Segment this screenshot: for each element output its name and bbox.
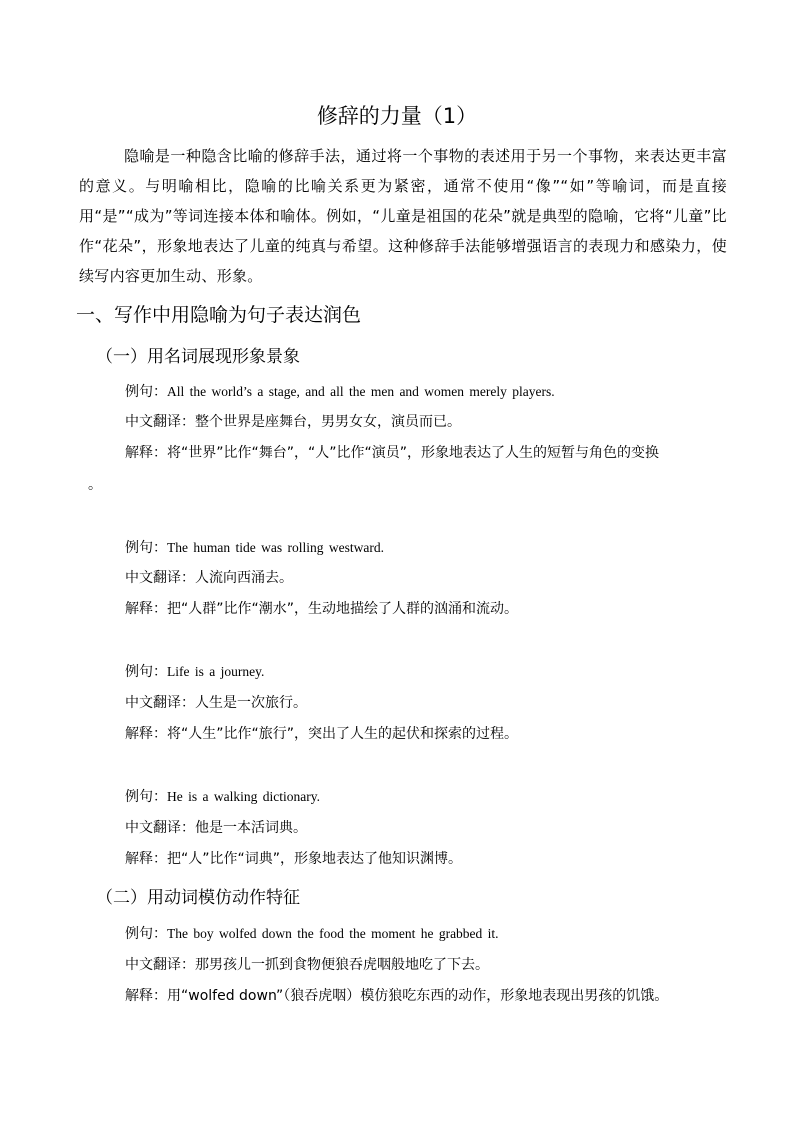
translation-text: 那男孩儿一抓到食物便狼吞虎咽般地吃了下去。 xyxy=(195,957,489,973)
intro-paragraph: 隐喻是一种隐含比喻的修辞手法，通过将一个事物的表述用于另一个事物，来表达更丰富的意义。与明喻相比，隐喻的比喻关系更为紧密，通常不使用“像”“如”等喻词，而是直接用“是”“成为”等词连接本体和喻体。例如，“儿童是祖国的花朵”就是典型的隐喻，它将“儿童”比作“花朵”，形象地表达了儿童的纯真与希望。这种修辞手法能够增强语言的表现力和感染力，使续写内容更加生动、形象。 xyxy=(79,147,727,285)
example-sentence xyxy=(125,923,730,945)
translation-label: 中文翻译： xyxy=(125,414,195,430)
explanation-text: 将“世界”比作“舞台”，“人”比作“演员”，形象地表达了人生的短暂与角色的变换 xyxy=(167,445,660,461)
example-explanation xyxy=(125,598,730,620)
example-label: 例句： xyxy=(125,664,167,680)
explanation-label: 解释： xyxy=(125,851,167,867)
example-explanation xyxy=(125,985,730,1007)
example-explanation xyxy=(125,848,730,870)
example-sentence xyxy=(125,537,730,559)
example-translation xyxy=(125,954,730,976)
example-translation xyxy=(125,692,730,714)
example-sentence xyxy=(125,786,730,808)
explanation-label: 解释： xyxy=(125,445,167,461)
example-english: Life is a journey. xyxy=(167,664,265,679)
example-translation xyxy=(125,411,730,433)
translation-label: 中文翻译： xyxy=(125,570,195,586)
page-title: 修辞的力量（1） xyxy=(316,104,478,128)
example-label: 例句： xyxy=(125,384,167,400)
example-explanation xyxy=(125,442,730,464)
example-translation xyxy=(125,817,730,839)
subsection-heading-2: （二）用动词模仿动作特征 xyxy=(96,888,300,908)
explanation-text: 用“wolfed down”（狼吞虎咽）模仿狼吃东西的动作，形象地表现出男孩的饥饿。 xyxy=(167,988,669,1004)
explanation-tail: 。 xyxy=(88,477,102,493)
example-english: He is a walking dictionary. xyxy=(167,789,320,804)
section-heading-1: 一、写作中用隐喻为句子表达润色 xyxy=(76,304,362,326)
explanation-text: 把“人”比作“词典”，形象地表达了他知识渊博。 xyxy=(167,851,463,867)
example-label: 例句： xyxy=(125,789,167,805)
example-translation xyxy=(125,567,730,589)
explanation-label: 解释： xyxy=(125,601,167,617)
example-english: The human tide was rolling westward. xyxy=(167,540,384,555)
translation-text: 整个世界是座舞台，男男女女，演员而已。 xyxy=(195,414,461,430)
translation-label: 中文翻译： xyxy=(125,820,195,836)
example-sentence xyxy=(125,381,730,403)
explanation-label: 解释： xyxy=(125,726,167,742)
translation-text: 他是一本活词典。 xyxy=(195,820,307,836)
explanation-text: 把“人群”比作“潮水”，生动地描绘了人群的汹涌和流动。 xyxy=(167,601,519,617)
translation-label: 中文翻译： xyxy=(125,695,195,711)
example-label: 例句： xyxy=(125,540,167,556)
explanation-text: 将“人生”比作“旅行”，突出了人生的起伏和探索的过程。 xyxy=(167,726,519,742)
explanation-label: 解释： xyxy=(125,988,167,1004)
example-explanation xyxy=(125,723,730,745)
translation-text: 人生是一次旅行。 xyxy=(195,695,307,711)
translation-text: 人流向西涌去。 xyxy=(195,570,293,586)
example-english: The boy wolfed down the food the moment he grabbed it. xyxy=(167,926,499,941)
translation-label: 中文翻译： xyxy=(125,957,195,973)
example-english: All the world’s a stage, and all the men and women merely players. xyxy=(167,384,555,399)
subsection-heading-1: （一）用名词展现形象景象 xyxy=(96,347,300,367)
example-sentence xyxy=(125,661,730,683)
example-label: 例句： xyxy=(125,926,167,942)
